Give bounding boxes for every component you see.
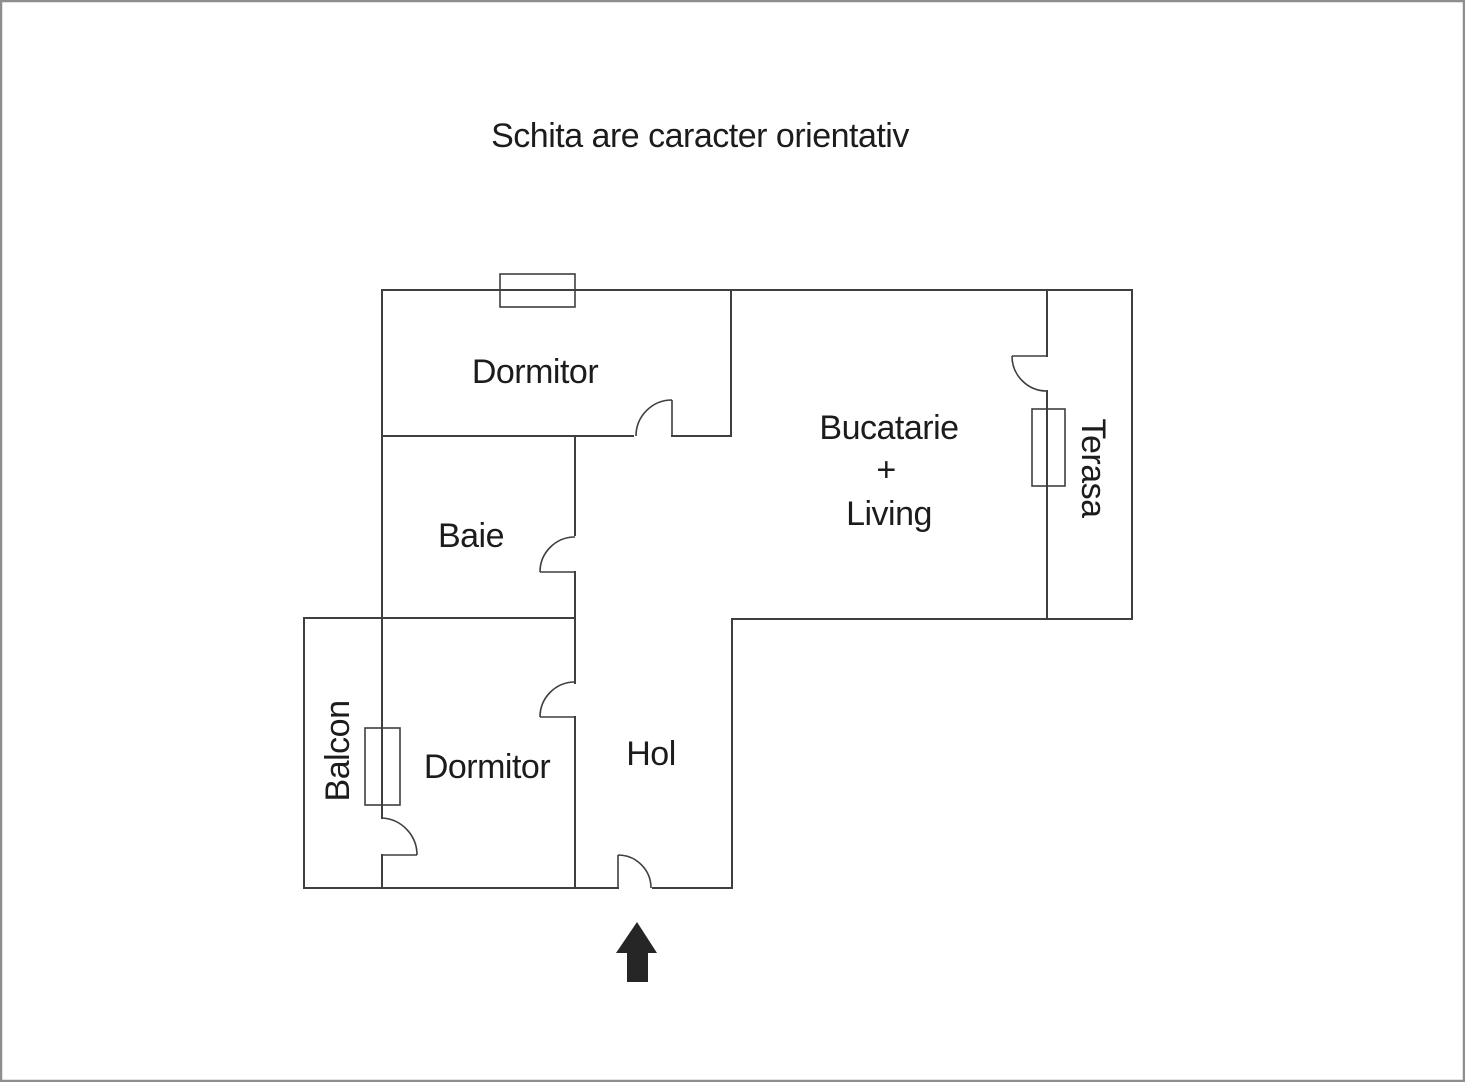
door-balcon xyxy=(382,818,417,855)
plan-title: Schita are caracter orientativ xyxy=(491,117,909,155)
room-labels xyxy=(319,353,1112,801)
entrance-arrow-icon xyxy=(616,922,657,982)
room-label-living: Living xyxy=(846,495,932,533)
door-baie xyxy=(540,537,575,572)
room-label-terasa: Terasa xyxy=(1074,418,1113,518)
page-border xyxy=(1,1,1464,1081)
window-terasa xyxy=(1032,409,1065,486)
room-label-dormitor-bottom: Dormitor xyxy=(423,748,551,786)
room-label-balcon: Balcon xyxy=(318,700,357,802)
walls xyxy=(304,290,1132,888)
door-dormitor-bottom xyxy=(540,682,575,717)
room-label-bucatarie: Bucatarie xyxy=(819,409,959,447)
room-label-plus: + xyxy=(876,451,896,489)
room-label-hol: Hol xyxy=(626,735,676,773)
door-terasa xyxy=(1012,356,1047,391)
room-label-baie: Baie xyxy=(437,517,505,555)
door-dormitor-top xyxy=(636,400,672,436)
room-label-dormitor-top: Dormitor xyxy=(471,353,599,391)
door-entrance xyxy=(618,855,651,888)
